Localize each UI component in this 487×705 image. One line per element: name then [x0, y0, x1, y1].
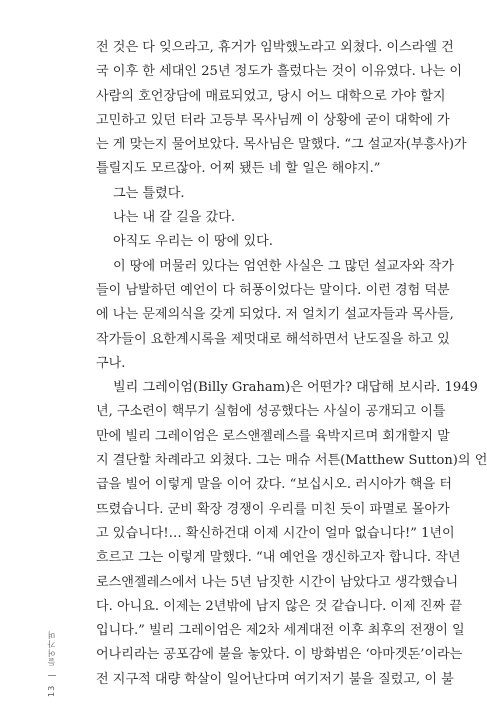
text-line: 나는 내 갈 길을 갔다.: [113, 210, 235, 226]
text-line: 전 지구적 대량 학살이 일어난다며 여기저기 불을 질렀고, 이 불: [96, 671, 454, 687]
text-line: 고 있습니다!… 확신하건대 이제 시간이 얼마 없습니다!” 1년이: [96, 525, 455, 541]
body-text: [96, 36, 487, 692]
text-line: 급을 빌어 이렇게 말을 이어 갔다. “보십시오. 러시아가 핵을 터: [96, 477, 453, 493]
section-title: 들어가며: [47, 630, 56, 666]
text-line: 틀릴지도 모르잖아. 어찌 됐든 네 할 일은 해야지.”: [96, 161, 381, 177]
page-number: 13: [47, 684, 56, 697]
text-line: 들이 남발하던 예언이 다 허풍이었다는 말이다. 이런 경험 덕분: [96, 282, 450, 298]
text-line: 작가들이 요한계시록을 제멋대로 해석하면서 난도질을 하고 있: [96, 331, 450, 347]
text-line: 만에 빌리 그레이엄은 로스앤젤레스를 육박지르며 회개할지 말: [96, 428, 450, 444]
text-line: 흐르고 그는 이렇게 말했다. “내 예언을 갱신하고자 합니다. 작년: [96, 550, 461, 566]
text-line: 다. 아니요. 이제는 2년밖에 남지 않은 것 같습니다. 이제 진짜 끝: [96, 598, 463, 614]
text-line: 년, 구소련이 핵무기 실험에 성공했다는 사실이 공개되고 이틀: [96, 404, 446, 420]
text-line: 사람의 호언장담에 매료되었고, 당시 어느 대학으로 가야 할지: [96, 88, 446, 104]
text-line: 구나.: [96, 355, 126, 371]
text-line: 고민하고 있던 터라 고등부 목사님께 이 상황에 굳이 대학에 가: [96, 112, 450, 128]
text-line: 에 나는 문제의식을 갖게 되었다. 저 얼치기 설교자들과 목사들,: [96, 307, 454, 323]
text-line: 는 게 맞는지 물어보았다. 목사님은 말했다. “그 설교자(부흥사)가: [96, 137, 467, 153]
running-footer: [46, 630, 57, 697]
text-line: 로스앤젤레스에서 나는 5년 남짓한 시간이 남았다고 생각했습니: [96, 574, 459, 590]
text-line: 어나리라는 공포감에 불을 놓았다. 이 방화범은 ‘아마겟돈’이라는: [96, 647, 463, 663]
text-line: 국 이후 한 세대인 25년 정도가 흘렀다는 것이 이유였다. 나는 이: [96, 64, 463, 80]
text-line: 아직도 우리는 이 땅에 있다.: [113, 234, 273, 250]
text-line: 이 땅에 머물러 있다는 엄연한 사실은 그 많던 설교자와 작가: [113, 258, 455, 274]
text-line: 빌리 그레이엄(Billy Graham)은 어떤가? 대답해 보시라. 1949: [113, 380, 478, 396]
text-line: 지 결단할 차례라고 외쳤다. 그는 매슈 서튼(Matthew Sutton)의 언: [96, 453, 487, 469]
text-line: 뜨렸습니다. 군비 확장 경쟁이 우리를 미친 듯이 파멸로 몰아가: [96, 501, 450, 517]
text-line: 그는 틀렸다.: [113, 185, 185, 201]
footer-separator: |: [47, 673, 56, 678]
text-line: 입니다.” 빌리 그레이엄은 제2차 세계대전 이후 최후의 전쟁이 일: [96, 623, 465, 639]
text-line: 전 것은 다 잊으라고, 휴거가 임박했노라고 외쳤다. 이스라엘 건: [96, 40, 454, 55]
